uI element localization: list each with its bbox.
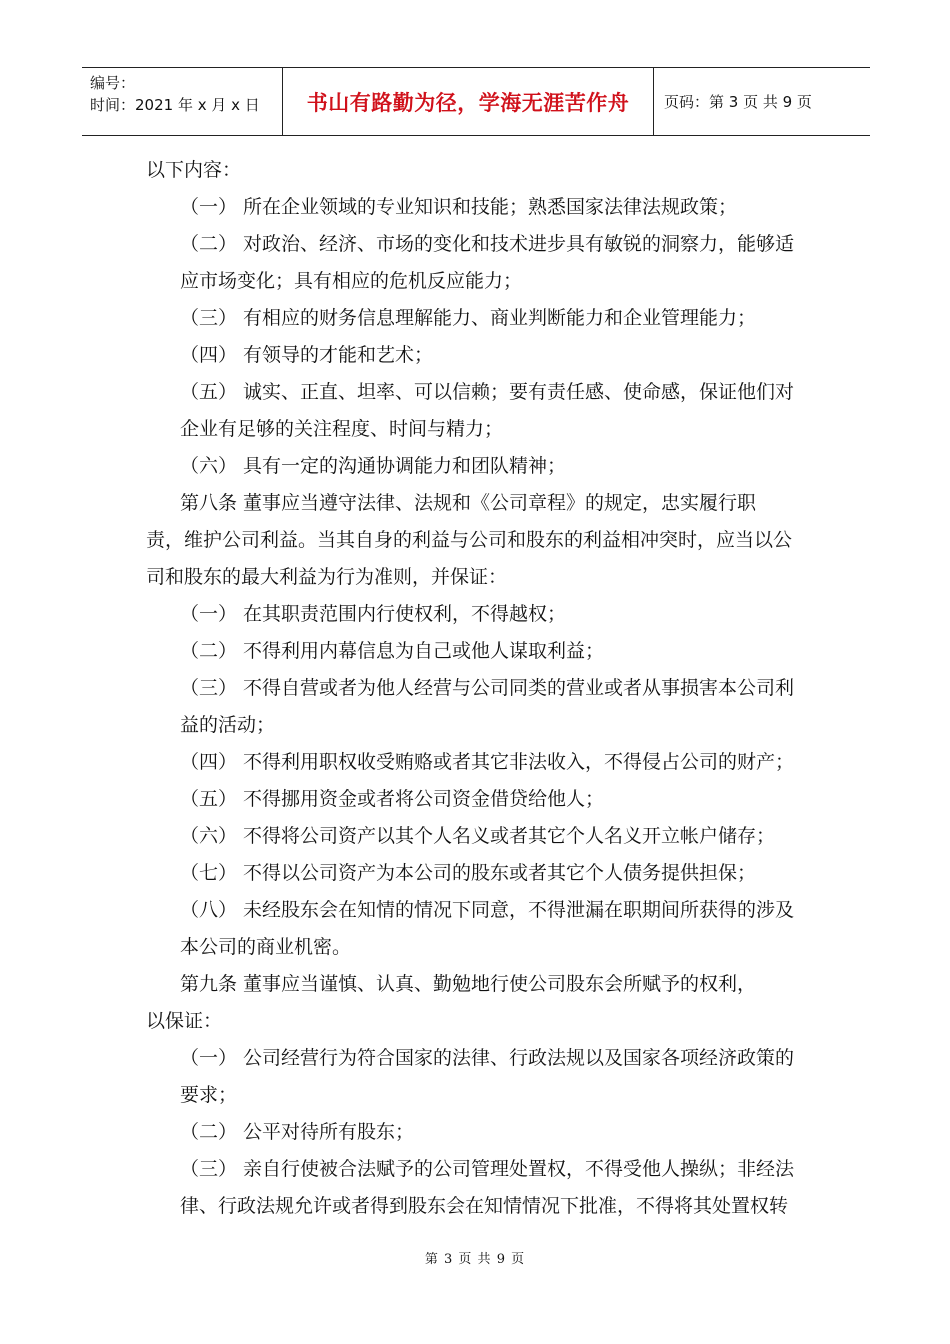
text-line: （一） 在其职责范围内行使权利，不得越权；: [180, 603, 567, 625]
text-line: （六） 具有一定的沟通协调能力和团队精神；: [180, 455, 567, 477]
text-line: （三） 亲自行使被合法赋予的公司管理处置权，不得受他人操纵；非经法: [180, 1158, 795, 1180]
text-line: 以下内容：: [146, 159, 242, 181]
text-line: 以保证：: [146, 1010, 223, 1032]
text-line: （三） 不得自营或者为他人经营与公司同类的营业或者从事损害本公司利: [180, 677, 795, 699]
text-line: 第九条 董事应当谨慎、认真、勤勉地行使公司股东会所赋予的权利，: [180, 973, 757, 995]
document-body: [146, 152, 810, 1225]
text-line: 第八条 董事应当遵守法律、法规和《公司章程》的规定，忠实履行职: [180, 492, 757, 514]
text-line: （二） 公平对待所有股东；: [180, 1121, 415, 1143]
text-line: （二） 对政治、经济、市场的变化和技术进步具有敏锐的洞察力，能够适: [180, 233, 795, 255]
header-meta-cell: [82, 68, 283, 135]
page-footer: [0, 1248, 950, 1267]
text-line: （一） 公司经营行为符合国家的法律、行政法规以及国家各项经济政策的: [180, 1047, 795, 1069]
text-line: （二） 不得利用内幕信息为自己或他人谋取利益；: [180, 640, 605, 662]
text-line: 企业有足够的关注程度、时间与精力；: [180, 418, 504, 440]
text-line: 要求；: [180, 1084, 238, 1106]
text-line: （六） 不得将公司资产以其个人名义或者其它个人名义开立帐户储存；: [180, 825, 776, 847]
text-line: 律、行政法规允许或者得到股东会在知情情况下批准，不得将其处置权转: [180, 1195, 789, 1217]
header-page-number: 页码：第 3 页 共 9 页: [664, 93, 812, 111]
text-line: （七） 不得以公司资产为本公司的股东或者其它个人债务提供担保；: [180, 862, 757, 884]
text-line: （八） 未经股东会在知情的情况下同意，不得泄漏在职期间所获得的涉及: [180, 899, 795, 921]
text-line: 责，维护公司利益。当其自身的利益与公司和股东的利益相冲突时，应当以公: [146, 529, 793, 551]
text-line: （三） 有相应的财务信息理解能力、商业判断能力和企业管理能力；: [180, 307, 757, 329]
header-motto-cell: [283, 68, 654, 135]
text-line: （五） 诚实、正直、坦率、可以信赖；要有责任感、使命感，保证他们对: [180, 381, 795, 403]
text-line: （五） 不得挪用资金或者将公司资金借贷给他人；: [180, 788, 605, 810]
text-line: 司和股东的最大利益为行为准则，并保证：: [146, 566, 508, 588]
header-page-cell: [654, 68, 870, 135]
text-line: （一） 所在企业领域的专业知识和技能；熟悉国家法律法规政策；: [180, 196, 738, 218]
page-header: [82, 67, 870, 136]
text-line: 应市场变化；具有相应的危机反应能力；: [180, 270, 523, 292]
footer-page-number: 第 3 页 共 9 页: [424, 1252, 526, 1267]
text-line: 益的活动；: [180, 714, 276, 736]
header-motto: 书山有路勤为径，学海无涯苦作舟: [306, 90, 630, 115]
text-line: 本公司的商业机密。: [180, 936, 352, 958]
document-number-label: 编号：: [90, 74, 136, 92]
text-line: （四） 有领导的才能和艺术；: [180, 344, 434, 366]
document-date-label: 时间：2021 年 x 月 x 日: [90, 96, 260, 114]
text-line: （四） 不得利用职权收受贿赂或者其它非法收入，不得侵占公司的财产；: [180, 751, 795, 773]
